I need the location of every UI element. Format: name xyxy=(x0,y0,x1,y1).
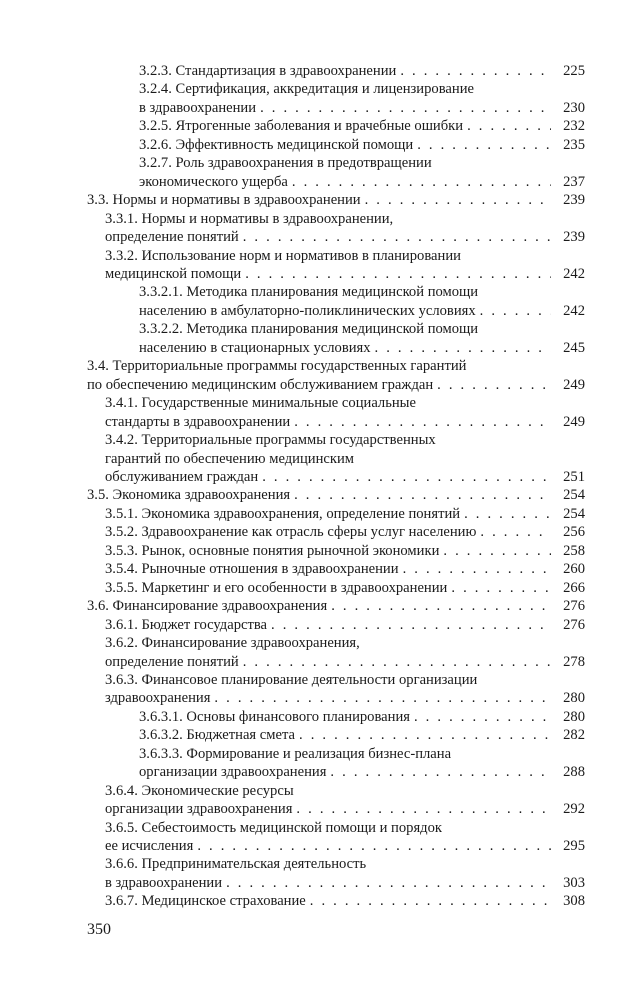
toc-entry xyxy=(87,892,585,910)
toc-entry xyxy=(87,579,585,597)
toc-entry-final-line xyxy=(139,763,585,781)
toc-entry xyxy=(87,320,585,357)
toc-entry-title-line: 3.6.5. Себестоимость медицинской помощи и порядок xyxy=(105,819,442,836)
toc-entry-title-line: 3.3.1. Нормы и нормативы в здравоохранении, xyxy=(105,210,394,227)
dot-leader xyxy=(365,191,551,209)
page-number: 350 xyxy=(87,921,111,938)
toc-entry-page: 239 xyxy=(563,192,585,209)
toc-entry xyxy=(87,357,585,394)
toc-entry xyxy=(87,671,585,708)
dot-leader xyxy=(197,837,551,855)
toc-entry xyxy=(87,283,585,320)
dot-leader xyxy=(310,892,551,910)
toc-entry-final-line xyxy=(87,376,585,394)
toc-entry-title-line: 3.2.6. Эффективность медицинской помощи xyxy=(139,136,414,153)
toc-entry-page: 225 xyxy=(563,63,585,79)
toc-entry xyxy=(87,191,585,209)
toc-entry-final-line xyxy=(105,560,585,578)
toc-entry-title-line: экономического ущерба xyxy=(139,173,288,190)
toc-entry-title-line: организации здравоохранения xyxy=(139,764,327,781)
toc-entry-title-line: 3.5.3. Рынок, основные понятия рыночной экономики xyxy=(105,542,440,559)
toc-entry-final-line xyxy=(139,136,585,154)
dot-leader xyxy=(330,763,551,781)
toc-entry xyxy=(87,634,585,671)
toc-entry-title-line: стандарты в здравоохранении xyxy=(105,413,291,430)
toc-entry-title-line: 3.5.2. Здравоохранение как отрасль сферы услуг населению xyxy=(105,524,477,541)
toc-entry xyxy=(87,80,585,117)
toc-entry-final-line xyxy=(105,616,585,634)
toc-entry xyxy=(87,745,585,782)
dot-leader xyxy=(414,708,551,726)
toc-entry xyxy=(87,210,585,247)
toc-entry xyxy=(87,782,585,819)
toc-entry-title-line: населению в амбулаторно-поликлинических условиях xyxy=(139,302,476,319)
toc-entry-title-line: 3.6.1. Бюджет государства xyxy=(105,616,268,633)
toc-entry-title-line: гарантий по обеспечению медицинским xyxy=(105,450,355,467)
toc-entry-final-line xyxy=(87,486,585,504)
toc-entry xyxy=(87,505,585,523)
toc-entry-page: 254 xyxy=(563,505,585,522)
dot-leader xyxy=(375,339,551,357)
toc-entry-final-line xyxy=(139,117,585,135)
dot-leader xyxy=(400,62,551,80)
toc-entry-title-line: 3.6.7. Медицинское страхование xyxy=(105,893,306,910)
toc-entry-page: 292 xyxy=(563,801,585,818)
toc-entry-title-line: 3.6.4. Экономические ресурсы xyxy=(105,782,294,799)
toc-entry-page: 245 xyxy=(563,339,585,356)
toc-entry-page: 276 xyxy=(563,598,585,615)
toc-entry-page: 249 xyxy=(563,376,585,393)
toc-entry-final-line xyxy=(105,413,585,431)
toc-entry-title-line: 3.5.1. Экономика здравоохранения, определение понятий xyxy=(105,505,461,522)
toc-entry xyxy=(87,855,585,892)
dot-leader xyxy=(243,653,551,671)
dot-leader xyxy=(271,616,551,634)
toc-entry-title-line: ее исчисления xyxy=(105,838,194,855)
toc-entry xyxy=(87,154,585,191)
toc-entry-page: 237 xyxy=(563,173,585,190)
toc-entry-page: 278 xyxy=(563,653,585,670)
toc-entry-title-line: 3.2.5. Ятрогенные заболевания и врачебные ошибки xyxy=(139,118,464,135)
dot-leader xyxy=(260,99,551,117)
toc-entry-title-line: организации здравоохранения xyxy=(105,801,293,818)
toc-entry xyxy=(87,486,585,504)
toc-entry-page: 280 xyxy=(563,690,585,707)
toc-entry-page: 242 xyxy=(563,302,585,319)
toc-entry-title-line: 3.6.3. Финансовое планирование деятельности организации xyxy=(105,671,478,688)
toc-entry-title-line: определение понятий xyxy=(105,653,239,670)
toc-entry xyxy=(87,431,585,486)
dot-leader xyxy=(294,413,551,431)
dot-leader xyxy=(299,726,551,744)
toc-entry-title-line: 3.5. Экономика здравоохранения xyxy=(87,487,291,504)
dot-leader xyxy=(480,302,551,320)
toc-entry xyxy=(87,819,585,856)
toc-entry-final-line xyxy=(105,874,585,892)
toc-entry-final-line xyxy=(105,523,585,541)
toc-entry-final-line xyxy=(105,689,585,707)
toc-entry-final-line xyxy=(105,265,585,283)
toc-entry-final-line xyxy=(105,800,585,818)
toc-entry-page: 251 xyxy=(563,468,585,485)
toc-entry-page: 256 xyxy=(563,524,585,541)
table-of-contents xyxy=(87,62,585,911)
toc-entry-final-line xyxy=(139,62,585,80)
toc-entry-final-line xyxy=(105,579,585,597)
toc-entry-final-line xyxy=(139,173,585,191)
toc-entry xyxy=(87,523,585,541)
toc-entry xyxy=(87,726,585,744)
toc-entry-title-line: 3.5.4. Рыночные отношения в здравоохранении xyxy=(105,561,399,578)
toc-entry-title-line: 3.6. Финансирование здравоохранения xyxy=(87,598,328,615)
dot-leader xyxy=(262,468,551,486)
toc-entry-title-line: 3.3.2.1. Методика планирования медицинской помощи xyxy=(139,284,479,301)
toc-entry-title-line: 3.3. Нормы и нормативы в здравоохранении xyxy=(87,192,361,209)
toc-entry-title-line: 3.3.2. Использование норм и нормативов в планировании xyxy=(105,247,461,264)
toc-entry-title-line: 3.3.2.2. Методика планирования медицинской помощи xyxy=(139,321,479,338)
toc-entry-page: 239 xyxy=(563,229,585,246)
toc-entry xyxy=(87,597,585,615)
toc-entry-title-line: по обеспечению медицинским обслуживанием граждан xyxy=(87,376,434,393)
toc-entry-title-line: обслуживанием граждан xyxy=(105,468,259,485)
toc-entry-final-line xyxy=(105,837,585,855)
toc-entry-title-line: 3.6.3.3. Формирование и реализация бизнес-плана xyxy=(139,745,452,762)
toc-entry xyxy=(87,708,585,726)
toc-entry-final-line xyxy=(139,99,585,117)
toc-entry-final-line xyxy=(105,892,585,910)
dot-leader xyxy=(292,173,551,191)
toc-entry-title-line: определение понятий xyxy=(105,229,239,246)
toc-entry xyxy=(87,616,585,634)
toc-entry xyxy=(87,117,585,135)
toc-entry xyxy=(87,560,585,578)
toc-entry-final-line xyxy=(87,191,585,209)
toc-entry-final-line xyxy=(139,726,585,744)
dot-leader xyxy=(245,265,551,283)
dot-leader xyxy=(331,597,551,615)
toc-entry-title-line: 3.4. Территориальные программы государственных гарантий xyxy=(87,358,467,375)
toc-entry-final-line xyxy=(139,302,585,320)
dot-leader xyxy=(467,117,551,135)
toc-entry-title-line: 3.4.2. Территориальные программы государственных xyxy=(105,432,436,449)
toc-entry-title-line: здравоохранения xyxy=(105,690,211,707)
toc-entry-title-line: медицинской помощи xyxy=(105,265,242,282)
toc-entry-title-line: 3.6.3.2. Бюджетная смета xyxy=(139,727,296,744)
toc-entry-title-line: 3.2.4. Сертификация, аккредитация и лицензирование xyxy=(139,81,474,98)
dot-leader xyxy=(226,874,551,892)
toc-entry-page: 249 xyxy=(563,413,585,430)
toc-entry-page: 266 xyxy=(563,579,585,596)
toc-entry-title-line: в здравоохранении xyxy=(139,99,257,116)
toc-entry xyxy=(87,394,585,431)
toc-entry-page: 242 xyxy=(563,265,585,282)
toc-entry-page: 308 xyxy=(563,893,585,910)
toc-entry-page: 235 xyxy=(563,136,585,153)
toc-entry-page: 280 xyxy=(563,708,585,725)
toc-entry-final-line xyxy=(105,228,585,246)
dot-leader xyxy=(480,523,551,541)
toc-entry-title-line: 3.6.6. Предпринимательская деятельность xyxy=(105,856,367,873)
toc-entry-page: 303 xyxy=(563,874,585,891)
dot-leader xyxy=(437,376,551,394)
dot-leader xyxy=(443,542,551,560)
toc-entry xyxy=(87,62,585,80)
toc-entry-final-line xyxy=(139,339,585,357)
dot-leader xyxy=(451,579,551,597)
toc-entry-page: 282 xyxy=(563,727,585,744)
dot-leader xyxy=(417,136,551,154)
toc-entry xyxy=(87,247,585,284)
toc-entry-final-line xyxy=(105,653,585,671)
toc-entry-final-line xyxy=(87,597,585,615)
toc-entry-final-line xyxy=(105,505,585,523)
toc-entry-final-line xyxy=(105,542,585,560)
dot-leader xyxy=(294,486,551,504)
toc-entry-title-line: 3.2.7. Роль здравоохранения в предотвращении xyxy=(139,155,432,172)
toc-entry xyxy=(87,542,585,560)
toc-entry-page: 232 xyxy=(563,118,585,135)
toc-entry-title-line: 3.6.2. Финансирование здравоохранения, xyxy=(105,635,360,652)
toc-entry-page: 260 xyxy=(563,561,585,578)
toc-entry-title-line: 3.2.3. Стандартизация в здравоохранении xyxy=(139,63,397,79)
toc-entry-title-line: 3.6.3.1. Основы финансового планирования xyxy=(139,708,410,725)
toc-entry-title-line: в здравоохранении xyxy=(105,874,223,891)
toc-entry-title-line: 3.5.5. Маркетинг и его особенности в здравоохранении xyxy=(105,579,448,596)
toc-entry-page: 258 xyxy=(563,542,585,559)
toc-entry-final-line xyxy=(139,708,585,726)
toc-entry-title-line: 3.4.1. Государственные минимальные социальные xyxy=(105,395,416,412)
toc-entry xyxy=(87,136,585,154)
dot-leader xyxy=(403,560,551,578)
toc-entry-page: 230 xyxy=(563,99,585,116)
dot-leader xyxy=(214,689,551,707)
toc-entry-page: 276 xyxy=(563,616,585,633)
toc-entry-page: 254 xyxy=(563,487,585,504)
toc-entry-final-line xyxy=(105,468,585,486)
dot-leader xyxy=(464,505,551,523)
dot-leader xyxy=(296,800,551,818)
toc-entry-title-line: населению в стационарных условиях xyxy=(139,339,371,356)
toc-entry-page: 288 xyxy=(563,764,585,781)
dot-leader xyxy=(243,228,551,246)
toc-entry-page: 295 xyxy=(563,838,585,855)
